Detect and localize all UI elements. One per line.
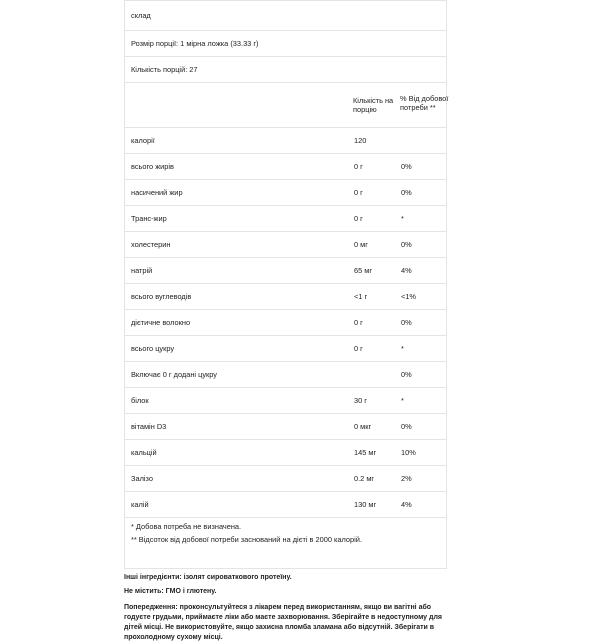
nutrient-row [125, 466, 446, 492]
nutrient-amount: 0 мг [354, 240, 368, 249]
title-row [125, 1, 446, 31]
nutrient-amount: 0 г [354, 214, 363, 223]
nutrient-name: натрій [131, 266, 153, 275]
free-from-statement: Не містить: ГМО і глютену. [124, 588, 217, 595]
nutrient-daily-value: * [401, 344, 404, 353]
nutrient-amount: 0 г [354, 344, 363, 353]
serving-size: Розмір порції: 1 мірна ложка (33.33 г) [131, 39, 259, 48]
footnote-not-established: * Добова потреба не визначена. [131, 522, 242, 531]
nutrient-daily-value: 0% [401, 188, 412, 197]
nutrient-daily-value: 10% [401, 448, 416, 457]
nutrient-name: калорії [131, 136, 155, 145]
nutrient-name: кальцій [131, 448, 157, 457]
servings-count-row [125, 57, 446, 83]
nutrient-row [125, 232, 446, 258]
nutrient-daily-value: 4% [401, 500, 412, 509]
nutrient-name: всього цукру [131, 344, 175, 353]
nutrient-row [125, 440, 446, 466]
nutrient-name: білок [131, 396, 149, 405]
nutrient-row [125, 180, 446, 206]
nutrient-daily-value: 0% [401, 370, 412, 379]
nutrient-name: холестерин [131, 240, 171, 249]
nutrient-daily-value: <1% [401, 292, 416, 301]
amount-column-header: Кількість на порцію [353, 96, 394, 114]
nutrient-name: дієтичне волокно [131, 318, 191, 327]
nutrient-row [125, 258, 446, 284]
nutrient-amount: <1 г [354, 292, 368, 301]
nutrient-amount: 0 г [354, 188, 363, 197]
facts-table [124, 0, 447, 518]
nutrient-row [125, 414, 446, 440]
nutrient-row [125, 128, 446, 154]
nutrient-name: калій [131, 500, 149, 509]
other-ingredients: Інші інгредієнти: ізолят сироваткового протеїну. [124, 574, 292, 581]
nutrient-daily-value: 2% [401, 474, 412, 483]
daily-value-column-header: % Від добової потреби ** [400, 94, 449, 112]
nutrient-amount: 130 мг [354, 500, 377, 509]
nutrient-name: вітамін D3 [131, 422, 167, 431]
nutrient-row [125, 206, 446, 232]
nutrient-amount: 0 г [354, 162, 363, 171]
product-notes [124, 573, 447, 643]
nutrient-name: Залізо [131, 474, 153, 483]
nutrient-row [125, 362, 446, 388]
nutrient-amount: 65 мг [354, 266, 373, 275]
nutrient-row [125, 492, 446, 518]
table-title: склад [131, 11, 151, 20]
nutrient-row [125, 310, 446, 336]
nutrient-daily-value: 4% [401, 266, 412, 275]
nutrient-row [125, 336, 446, 362]
nutrient-daily-value: 0% [401, 240, 412, 249]
footnote-daily-value-basis: ** Відсоток від добової потреби заснований на дієті в 2000 калорій. [131, 535, 362, 544]
nutrient-amount: 30 г [354, 396, 367, 405]
nutrient-daily-value: 0% [401, 422, 412, 431]
nutrient-name: всього вуглеводів [131, 292, 192, 301]
servings-count: Кількість порцій: 27 [131, 65, 198, 74]
nutrient-name: Транс-жир [131, 214, 167, 223]
nutrient-amount: 0.2 мг [354, 474, 375, 483]
supplement-facts-panel [124, 0, 447, 643]
nutrient-row [125, 154, 446, 180]
nutrient-name: всього жирів [131, 162, 174, 171]
nutrient-amount: 120 [354, 136, 367, 145]
nutrient-name: Включає 0 г додані цукру [131, 370, 217, 379]
nutrient-amount: 0 г [354, 318, 363, 327]
nutrient-daily-value: * [401, 396, 404, 405]
column-header-row [125, 83, 449, 128]
warning-text: Попередження: проконсультуйтеся з лікарем перед використанням, якщо ви вагітні або годуєте грудьми, приймаєте ліки або маєте захворювання. Зберігайте в недоступному для дітей місці. Не використовуйте, якщо захисна пломба зламана або відсутній. Зберігати в прохолодному сухому місці. [124, 604, 442, 641]
nutrient-amount: 0 мкг [354, 422, 372, 431]
nutrient-row [125, 284, 446, 310]
nutrient-daily-value: 0% [401, 318, 412, 327]
nutrient-amount: 145 мг [354, 448, 377, 457]
nutrient-daily-value: 0% [401, 162, 412, 171]
serving-size-row [125, 31, 446, 57]
nutrient-name: насичений жир [131, 188, 183, 197]
nutrient-row [125, 388, 446, 414]
footnotes [124, 518, 447, 569]
nutrient-daily-value: * [401, 214, 404, 223]
